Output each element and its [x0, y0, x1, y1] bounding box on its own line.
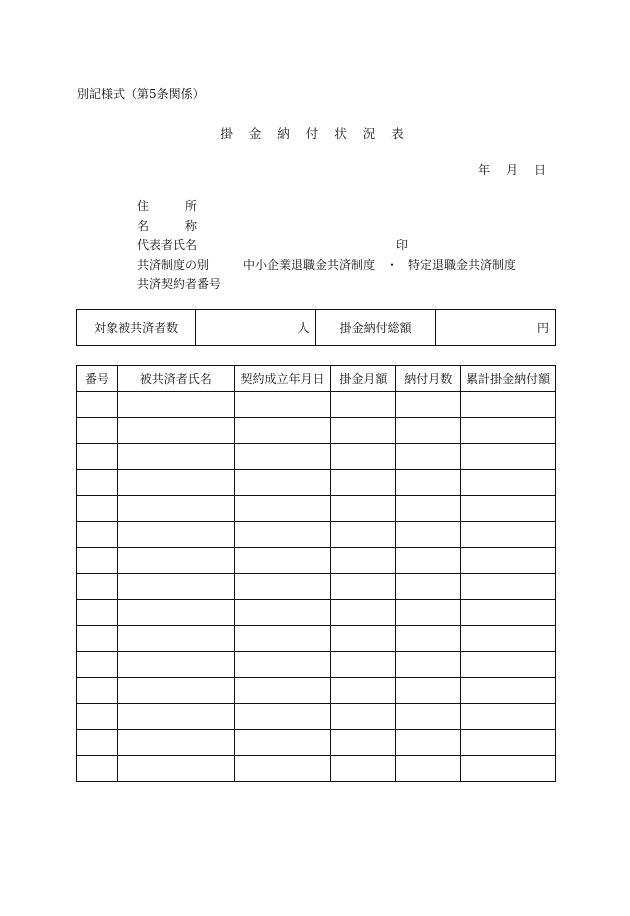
table-cell[interactable] [461, 496, 556, 522]
table-cell[interactable] [117, 600, 234, 626]
table-cell[interactable] [331, 678, 396, 704]
table-cell[interactable] [461, 626, 556, 652]
table-cell[interactable] [77, 756, 118, 782]
table-cell[interactable] [331, 444, 396, 470]
table-cell[interactable] [234, 704, 331, 730]
total-unit: 円 [536, 321, 549, 335]
header-cumulative-amount: 累計掛金納付額 [461, 366, 556, 392]
document-title: 掛 金 納 付 状 況 表 [220, 126, 410, 141]
table-cell[interactable] [331, 548, 396, 574]
contract-number-label: 共済契約者番号 [137, 277, 222, 291]
table-cell[interactable] [461, 574, 556, 600]
table-cell[interactable] [396, 730, 461, 756]
table-cell[interactable] [234, 678, 331, 704]
date-year-label: 年 [478, 163, 491, 177]
date-line [478, 161, 546, 178]
table-row [77, 444, 556, 470]
table-cell[interactable] [331, 600, 396, 626]
table-cell[interactable] [77, 574, 118, 600]
address-label: 住 所 [137, 199, 210, 213]
table-cell[interactable] [234, 470, 331, 496]
table-cell[interactable] [234, 756, 331, 782]
table-cell[interactable] [331, 522, 396, 548]
table-cell[interactable] [331, 470, 396, 496]
table-cell[interactable] [77, 704, 118, 730]
table-cell[interactable] [331, 756, 396, 782]
table-cell[interactable] [77, 600, 118, 626]
table-row [77, 418, 556, 444]
table-cell[interactable] [331, 704, 396, 730]
system-type-label: 共済制度の別 [137, 258, 210, 272]
header-months-paid: 納付月数 [396, 366, 461, 392]
table-cell[interactable] [117, 730, 234, 756]
table-cell[interactable] [331, 418, 396, 444]
table-cell[interactable] [461, 444, 556, 470]
table-cell[interactable] [117, 392, 234, 418]
table-cell[interactable] [234, 444, 331, 470]
table-cell[interactable] [396, 678, 461, 704]
table-row [77, 626, 556, 652]
members-unit: 人 [297, 321, 310, 335]
table-cell[interactable] [77, 548, 118, 574]
table-row [77, 574, 556, 600]
table-cell[interactable] [77, 652, 118, 678]
table-cell[interactable] [234, 496, 331, 522]
table-cell[interactable] [77, 730, 118, 756]
table-cell[interactable] [331, 730, 396, 756]
table-cell[interactable] [396, 626, 461, 652]
table-cell[interactable] [117, 548, 234, 574]
system-option-smb: 中小企業退職金共済制度 [243, 258, 376, 272]
table-cell[interactable] [117, 496, 234, 522]
table-cell[interactable] [461, 418, 556, 444]
table-cell[interactable] [396, 600, 461, 626]
members-count-field[interactable] [196, 310, 316, 346]
table-cell[interactable] [117, 574, 234, 600]
table-body [77, 392, 556, 782]
header-monthly-premium: 掛金月額 [331, 366, 396, 392]
table-row [77, 548, 556, 574]
table-cell[interactable] [461, 522, 556, 548]
table-cell[interactable] [396, 522, 461, 548]
table-cell[interactable] [117, 444, 234, 470]
table-row [77, 392, 556, 418]
table-cell[interactable] [461, 470, 556, 496]
table-cell[interactable] [77, 522, 118, 548]
table-cell[interactable] [461, 730, 556, 756]
representative-label: 代表者氏名 [137, 238, 198, 252]
table-cell[interactable] [234, 652, 331, 678]
date-day-label: 日 [534, 163, 547, 177]
header-number: 番号 [77, 366, 118, 392]
table-cell[interactable] [461, 600, 556, 626]
table-cell[interactable] [331, 626, 396, 652]
table-cell[interactable] [396, 548, 461, 574]
table-cell[interactable] [396, 392, 461, 418]
total-payment-field[interactable] [435, 310, 555, 346]
table-cell[interactable] [331, 392, 396, 418]
table-row [77, 470, 556, 496]
table-row [77, 522, 556, 548]
table-cell[interactable] [461, 392, 556, 418]
table-row [77, 730, 556, 756]
name-label: 名 称 [137, 219, 210, 233]
table-cell[interactable] [117, 522, 234, 548]
table-cell[interactable] [461, 704, 556, 730]
table-cell[interactable] [77, 496, 118, 522]
table-cell[interactable] [234, 626, 331, 652]
table-cell[interactable] [77, 444, 118, 470]
total-payment-label: 掛金納付総額 [316, 310, 435, 346]
header-contract-date: 契約成立年月日 [234, 366, 331, 392]
table-cell[interactable] [331, 574, 396, 600]
table-cell[interactable] [234, 574, 331, 600]
table-cell[interactable] [117, 470, 234, 496]
members-count-label: 対象被共済者数 [77, 310, 196, 346]
table-cell[interactable] [461, 652, 556, 678]
table-cell[interactable] [77, 626, 118, 652]
table-cell[interactable] [461, 756, 556, 782]
table-cell[interactable] [396, 496, 461, 522]
table-row [77, 678, 556, 704]
system-option-specific: 特定退職金共済制度 [408, 258, 517, 272]
table-cell[interactable] [77, 392, 118, 418]
table-cell[interactable] [77, 470, 118, 496]
table-row [77, 496, 556, 522]
table-cell[interactable] [396, 756, 461, 782]
table-cell[interactable] [461, 678, 556, 704]
system-option-separator: ・ [386, 258, 399, 272]
table-cell[interactable] [396, 470, 461, 496]
table-cell[interactable] [117, 756, 234, 782]
table-cell[interactable] [234, 522, 331, 548]
table-cell[interactable] [117, 418, 234, 444]
table-cell[interactable] [117, 678, 234, 704]
table-cell[interactable] [331, 652, 396, 678]
table-cell[interactable] [77, 418, 118, 444]
table-cell[interactable] [117, 626, 234, 652]
table-header-row [77, 366, 556, 392]
date-month-label: 月 [506, 163, 519, 177]
table-cell[interactable] [396, 574, 461, 600]
payment-detail-table [76, 365, 556, 782]
table-row [77, 652, 556, 678]
header-member-name: 被共済者氏名 [117, 366, 234, 392]
table-row [77, 756, 556, 782]
table-cell[interactable] [234, 730, 331, 756]
table-cell[interactable] [234, 392, 331, 418]
table-cell[interactable] [77, 678, 118, 704]
table-cell[interactable] [117, 652, 234, 678]
table-row [77, 600, 556, 626]
table-cell[interactable] [396, 444, 461, 470]
table-cell[interactable] [461, 548, 556, 574]
table-cell[interactable] [234, 548, 331, 574]
table-cell[interactable] [117, 704, 234, 730]
form-reference: 別記様式（第5条関係） [77, 87, 205, 101]
table-cell[interactable] [234, 600, 331, 626]
table-cell[interactable] [396, 652, 461, 678]
table-row [77, 704, 556, 730]
table-cell[interactable] [234, 418, 331, 444]
table-cell[interactable] [396, 418, 461, 444]
table-cell[interactable] [331, 496, 396, 522]
summary-table [76, 309, 556, 346]
seal-mark: 印 [396, 238, 409, 252]
table-cell[interactable] [396, 704, 461, 730]
summary-row [77, 310, 556, 346]
